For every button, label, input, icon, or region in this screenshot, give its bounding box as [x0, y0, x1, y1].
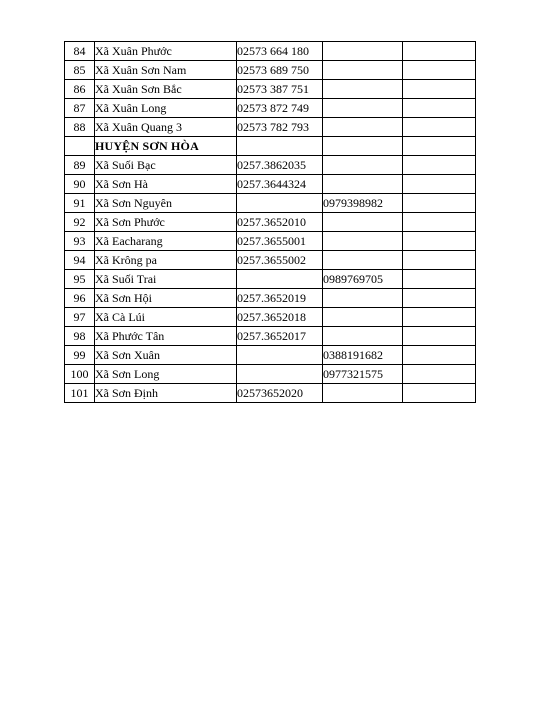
- commune-name: Xã Sơn Hội: [95, 289, 237, 308]
- row-number: 87: [65, 99, 95, 118]
- extra-cell: [403, 137, 476, 156]
- extra-cell: [403, 61, 476, 80]
- commune-name: Xã Krông pa: [95, 251, 237, 270]
- mobile-phone: 0989769705: [323, 270, 403, 289]
- extra-cell: [403, 308, 476, 327]
- row-number: 101: [65, 384, 95, 403]
- commune-name: Xã Cà Lúi: [95, 308, 237, 327]
- row-number: 88: [65, 118, 95, 137]
- row-number: 97: [65, 308, 95, 327]
- mobile-phone: [323, 80, 403, 99]
- mobile-phone: [323, 384, 403, 403]
- mobile-phone: [323, 99, 403, 118]
- commune-name: Xã Xuân Long: [95, 99, 237, 118]
- mobile-phone: [323, 289, 403, 308]
- office-phone: 02573652020: [237, 384, 323, 403]
- mobile-phone: [323, 175, 403, 194]
- mobile-phone: [323, 308, 403, 327]
- extra-cell: [403, 384, 476, 403]
- office-phone: 02573 664 180: [237, 42, 323, 61]
- office-phone: 0257.3652010: [237, 213, 323, 232]
- table-row: [65, 251, 476, 270]
- mobile-phone: [323, 118, 403, 137]
- office-phone: 02573 689 750: [237, 61, 323, 80]
- mobile-phone: [323, 251, 403, 270]
- table-row: [65, 175, 476, 194]
- mobile-phone: 0977321575: [323, 365, 403, 384]
- table-row: [65, 365, 476, 384]
- office-phone: 0257.3652018: [237, 308, 323, 327]
- extra-cell: [403, 175, 476, 194]
- extra-cell: [403, 289, 476, 308]
- mobile-phone: 0388191682: [323, 346, 403, 365]
- extra-cell: [403, 42, 476, 61]
- extra-cell: [403, 118, 476, 137]
- mobile-phone: [323, 61, 403, 80]
- district-heading: HUYỆN SƠN HÒA: [95, 137, 237, 156]
- row-number: 98: [65, 327, 95, 346]
- row-number: 100: [65, 365, 95, 384]
- commune-name: Xã Suối Trai: [95, 270, 237, 289]
- commune-name: Xã Sơn Long: [95, 365, 237, 384]
- office-phone: 02573 872 749: [237, 99, 323, 118]
- table-row: [65, 213, 476, 232]
- office-phone: [237, 137, 323, 156]
- table-row: [65, 346, 476, 365]
- mobile-phone: [323, 213, 403, 232]
- mobile-phone: [323, 232, 403, 251]
- table-row: [65, 118, 476, 137]
- extra-cell: [403, 327, 476, 346]
- commune-name: Xã Eacharang: [95, 232, 237, 251]
- office-phone: 02573 387 751: [237, 80, 323, 99]
- extra-cell: [403, 365, 476, 384]
- office-phone: 0257.3655001: [237, 232, 323, 251]
- row-number: 91: [65, 194, 95, 213]
- extra-cell: [403, 194, 476, 213]
- commune-name: Xã Suối Bạc: [95, 156, 237, 175]
- commune-name: Xã Sơn Hà: [95, 175, 237, 194]
- extra-cell: [403, 232, 476, 251]
- table-row: [65, 327, 476, 346]
- row-number: 89: [65, 156, 95, 175]
- table-body: [65, 42, 476, 403]
- mobile-phone: [323, 137, 403, 156]
- row-number-empty: [65, 137, 95, 156]
- mobile-phone: [323, 327, 403, 346]
- commune-name: Xã Sơn Xuân: [95, 346, 237, 365]
- office-phone: [237, 365, 323, 384]
- row-number: 99: [65, 346, 95, 365]
- table-row: [65, 384, 476, 403]
- office-phone: 02573 782 793: [237, 118, 323, 137]
- commune-name: Xã Xuân Sơn Bắc: [95, 80, 237, 99]
- table-row: [65, 194, 476, 213]
- extra-cell: [403, 270, 476, 289]
- section-heading-row: [65, 137, 476, 156]
- table-row: [65, 80, 476, 99]
- table-row: [65, 308, 476, 327]
- office-phone: 0257.3652017: [237, 327, 323, 346]
- table-row: [65, 61, 476, 80]
- row-number: 92: [65, 213, 95, 232]
- mobile-phone: 0979398982: [323, 194, 403, 213]
- row-number: 86: [65, 80, 95, 99]
- extra-cell: [403, 251, 476, 270]
- row-number: 96: [65, 289, 95, 308]
- row-number: 85: [65, 61, 95, 80]
- row-number: 90: [65, 175, 95, 194]
- extra-cell: [403, 99, 476, 118]
- row-number: 95: [65, 270, 95, 289]
- table-row: [65, 156, 476, 175]
- commune-name: Xã Sơn Định: [95, 384, 237, 403]
- extra-cell: [403, 80, 476, 99]
- commune-name: Xã Phước Tân: [95, 327, 237, 346]
- office-phone: 0257.3652019: [237, 289, 323, 308]
- extra-cell: [403, 156, 476, 175]
- office-phone: 0257.3644324: [237, 175, 323, 194]
- commune-name: Xã Xuân Phước: [95, 42, 237, 61]
- table-row: [65, 270, 476, 289]
- commune-name: Xã Xuân Quang 3: [95, 118, 237, 137]
- table-row: [65, 289, 476, 308]
- row-number: 93: [65, 232, 95, 251]
- commune-name: Xã Sơn Nguyên: [95, 194, 237, 213]
- office-phone: 0257.3862035: [237, 156, 323, 175]
- mobile-phone: [323, 156, 403, 175]
- office-phone: 0257.3655002: [237, 251, 323, 270]
- row-number: 84: [65, 42, 95, 61]
- table-row: [65, 42, 476, 61]
- phone-directory-table: [64, 41, 476, 403]
- extra-cell: [403, 213, 476, 232]
- table-row: [65, 232, 476, 251]
- commune-name: Xã Sơn Phước: [95, 213, 237, 232]
- row-number: 94: [65, 251, 95, 270]
- commune-name: Xã Xuân Sơn Nam: [95, 61, 237, 80]
- table-row: [65, 99, 476, 118]
- mobile-phone: [323, 42, 403, 61]
- extra-cell: [403, 346, 476, 365]
- office-phone: [237, 270, 323, 289]
- office-phone: [237, 346, 323, 365]
- office-phone: [237, 194, 323, 213]
